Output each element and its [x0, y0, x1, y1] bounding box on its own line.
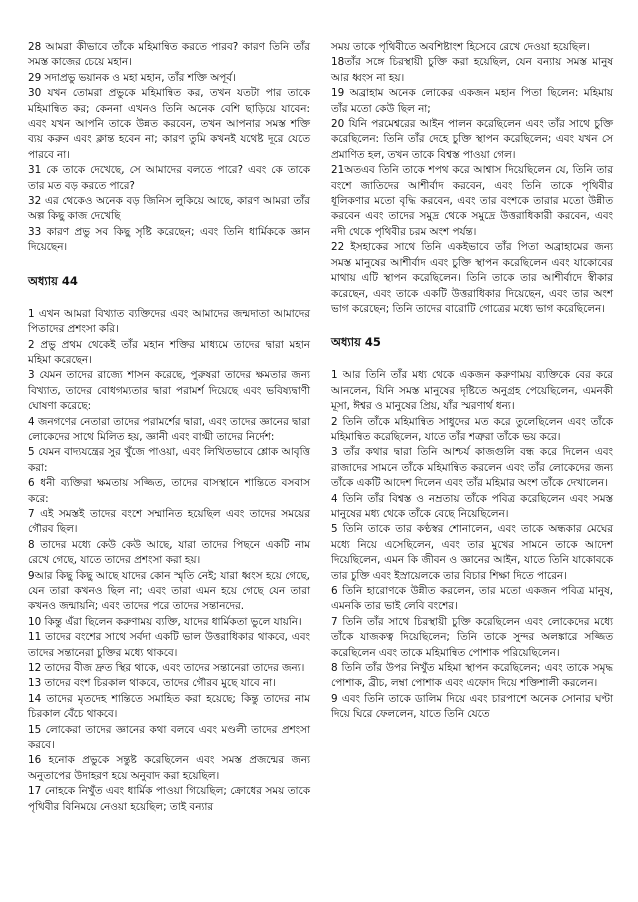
verse: 2 তিনি তাঁকে মহিমান্বিত সাধুদের মত করে তুলেছিলেন এবং তাঁকে মহিমান্বিত করেছিলেন, যাতে তাঁর শত্রুরা তাঁকে ভয় করে।: [331, 415, 613, 443]
right-column: [331, 40, 613, 723]
verse: 2 প্রভু প্রথম থেকেই তাঁর মহান শক্তির মাধ্যমে তাদের দ্বারা মহান মহিমা করেছেন।: [28, 338, 310, 366]
verse: 3 তাঁর কথার দ্বারা তিনি আশ্চর্য কাজগুলি বন্ধ করে দিলেন এবং রাজাদের সামনে তাঁকে মহিমান্বিত করলেন এবং তাঁর লোকেদের জন্য তাঁকে একটি আদেশ দিলেন এবং তাঁর মহিমার অংশ তাঁকে দেখালেন।: [331, 446, 613, 490]
verse: 6 তিনি হারোণকে উন্নীত করলেন, তার মতো একজন পবিত্র মানুষ, এমনকি তার ভাই লেবি বংশের।: [331, 585, 613, 613]
verse: 4 তিনি তাঁর বিশ্বস্ত ও নম্রতায় তাঁকে পবিত্র করেছিলেন এবং সমস্ত মানুষের মধ্য থেকে তাঁকে বেছে নিয়েছিলেন।: [331, 492, 613, 520]
verse: 7 এই সমস্তই তাদের বংশে সম্মানিত হয়েছিল এবং তাদের সময়ের গৌরব ছিল।: [28, 507, 310, 536]
chapter-heading: অধ্যায় 44: [28, 273, 78, 288]
verse: 20 যিনি পরমেশ্বরের আইন পালন করেছিলেন এবং তাঁর সাথে চুক্তি করেছিলেন: তিনি তাঁর দেহে চুক্তি স্থাপন করেছিলেন; এবং যখন সে প্রমাণিত হল, তখন তাকে বিশ্বস্ত পাওয়া গেল।: [331, 118, 613, 161]
verse: 6 ধনী ব্যক্তিরা ক্ষমতায় সজ্জিত, তাদের বাসস্থানে শান্তিতে বসবাস করে:: [28, 477, 310, 505]
verse: 7 তিনি তাঁর সাথে চিরস্থায়ী চুক্তি করেছিলেন এবং লোকেদের মধ্যে তাঁকে যাজকত্ব দিয়েছিলেন; তিনি তাকে সুন্দর অলঙ্কারে সজ্জিত করেছিলেন এবং তাকে মহিমান্বিত পোশাক পরিয়েছিলেন।: [331, 615, 613, 659]
right-chapter-verses: [331, 368, 613, 722]
verse: 1 আর তিনি তাঁর মধ্য থেকে একজন করুণাময় ব্যক্তিকে বের করে আনলেন, যিনি সমস্ত মানুষের দৃষ্টিতে অনুগ্রহ পেয়েছিলেন, এমনকী মূসা, ঈশ্বর ও মানুষের প্রিয়, যাঁর স্মরণার্থ ধন্য।: [331, 369, 613, 413]
verse: 32 এর থেকেও অনেক বড় জিনিস লুকিয়ে আছে, কারণ আমরা তাঁর অল্প কিছু কাজ দেখেছি: [28, 195, 310, 223]
verse: 19 অব্রাহাম অনেক লোকের একজন মহান পিতা ছিলেন: মহিমায় তাঁর মতো কেউ ছিল না;: [331, 87, 613, 115]
verse: 1 এখন আমরা বিখ্যাত ব্যক্তিদের এবং আমাদের জন্মদাতা আমাদের পিতাদের প্রশংসা করি।: [28, 307, 310, 336]
verse: 18তাঁর সঙ্গে চিরস্থায়ী চুক্তি করা হয়েছিল, যেন বন্যায় সমস্ত মানুষ আর ধ্বংস না হয়।: [331, 56, 613, 84]
left-top-verses: [28, 40, 310, 256]
verse: 31 কে তাকে দেখেছে, সে আমাদের বলতে পারে? এবং কে তাকে তার মত বড় করতে পারে?: [28, 164, 310, 192]
left-chapter-verses: [28, 307, 310, 815]
verse: 17 নোহকে নিখুঁত এবং ধার্মিক পাওয়া গিয়েছিল; ক্রোধের সময় তাকে পৃথিবীর বিনিময়ে নেওয়া হয়েছিল; তাই বন্যার: [28, 785, 310, 813]
left-column: [28, 40, 310, 815]
verse: 21অতএব তিনি তাকে শপথ করে আশ্বাস দিয়েছিলেন যে, তিনি তার বংশে জাতিদের আশীর্বাদ করবেন, এবং তিনি তাকে পৃথিবীর ধূলিকণার মতো বৃদ্ধি করবেন, এবং তার বংশকে তারার মতো উন্নীত করবেন এবং তাদের সমুদ্র থেকে সমুদ্রে উত্তরাধিকারী করবেন, এবং নদী থেকে পৃথিবীর চরম অংশ পর্যন্ত।: [331, 164, 613, 238]
verse: 12 তাদের বীজ দ্রুত স্থির থাকে, এবং তাদের সন্তানেরা তাদের জন্য।: [28, 662, 305, 675]
verse: 28 আমরা কীভাবে তাঁকে মহিমান্বিত করতে পারব? কারণ তিনি তাঁর সমস্ত কাজের চেয়ে মহান।: [28, 41, 310, 69]
verse: 5 তিনি তাকে তার কণ্ঠস্বর শোনালেন, এবং তাকে অন্ধকার মেঘের মধ্যে নিয়ে এসেছিলেন, এবং তার মুখের সামনে তাকে আদেশ দিয়েছিলেন, এমন কি জীবন ও জ্ঞানের আইন, যাতে তিনি যাকোবকে তার চুক্তি এবং ইস্রায়েলকে তার বিচার শিক্ষা দিতে পারেন।: [331, 523, 613, 582]
verse: 15 লোকেরা তাদের জ্ঞানের কথা বলবে এবং মণ্ডলী তাদের প্রশংসা করবে।: [28, 723, 310, 752]
chapter-heading: অধ্যায় 45: [331, 335, 381, 350]
verse: 4 জনগণের নেতারা তাদের পরামর্শের দ্বারা, এবং তাদের জ্ঞানের দ্বারা লোকেদের সাথে মিলিত হয়, জ্ঞানী এবং বাগ্মী তাদের নির্দেশ:: [28, 415, 310, 443]
verse: 9 এবং তিনি তাকে ডালিম দিয়ে এবং চারপাশে অনেক সোনার ঘণ্টা দিয়ে ঘিরে ফেললেন, যাতে তিনি যেতে: [331, 692, 613, 721]
verse: 11 তাদের বংশের সাথে সর্বদা একটি ভাল উত্তরাধিকার থাকবে, এবং তাদের সন্তানেরা চুক্তির মধ্যে থাকবে।: [28, 631, 310, 659]
verse: 5 যেমন বাদ্যযন্ত্রের সুর খুঁজে পাওয়া, এবং লিখিতভাবে শ্লোক আবৃত্তি করা:: [28, 446, 310, 474]
verse: 10 কিন্তু এঁরা ছিলেন করুণাময় ব্যক্তি, যাদের ধার্মিকতা ভুলে যায়নি।: [28, 615, 302, 628]
verse: 29 সদাপ্রভু ভয়ানক ও মহা মহান, তাঁর শক্তি অপূর্ব।: [28, 71, 236, 84]
verse: 8 তাদের মধ্যে কেউ কেউ আছে, যারা তাদের পিছনে একটি নাম রেখে গেছে, যাতে তাদের প্রশংসা করা হয়।: [28, 538, 310, 567]
verse: 16 হনোক প্রভুকে সন্তুষ্ট করেছিলেন এবং সমস্ত প্রজন্মের জন্য অনুতাপের উদাহরণ হয়ে অনুবাদ করা হয়েছিল।: [28, 754, 310, 782]
verse: 33 কারণ প্রভু সব কিছু সৃষ্টি করেছেন; এবং তিনি ধার্মিককে জ্ঞান দিয়েছেন।: [28, 225, 310, 254]
right-top-verses: [331, 40, 613, 317]
verse: 22 ইসহাকের সাথে তিনি একইভাবে তাঁর পিতা অব্রাহামের জন্য সমস্ত মানুষের আশীর্বাদ এবং চুক্তি স্থাপন করেছিলেন এবং যাকোবের মাথায় এটি স্থাপন করেছিলেন। তিনি তাকে তার আশীর্বাদে স্বীকার করেছেন, এবং তাকে একটি উত্তরাধিকার দিয়েছেন, এবং তার অংশ ভাগ করেছেন; তিনি তাদের বারোটি গোত্রের মধ্যে ভাগ করেছিলেন।: [331, 241, 613, 315]
verse: 8 তিনি তাঁর উপর নিখুঁত মহিমা স্থাপন করেছিলেন; এবং তাকে সমৃদ্ধ পোশাক, ব্রীচ, লম্বা পোশাক এবং এফোদ দিয়ে শক্তিশালী করলেন।: [331, 662, 613, 690]
verse: 13 তাদের বংশ চিরকাল থাকবে, তাদের গৌরব মুছে যাবে না।: [28, 677, 276, 690]
verse: 9আর কিছু কিছু আছে যাদের কোন স্মৃতি নেই; যারা ধ্বংস হয়ে গেছে, যেন তারা কখনও ছিল না; এবং তারা এমন হয়ে গেছে যেন তারা কখনও জন্মায়নি; এবং তাদের পরে তাদের সন্তানদের.: [28, 569, 310, 613]
verse: সময় তাকে পৃথিবীতে অবশিষ্টাংশ হিসেবে রেখে দেওয়া হয়েছিল।: [331, 41, 590, 53]
verse: 14 তাদের মৃতদেহ শান্তিতে সমাহিত করা হয়েছে; কিন্তু তাদের নাম চিরকাল বেঁচে থাকবে।: [28, 692, 310, 721]
verse: 3 যেমন তাদের রাজ্যে শাসন করেছে, পুরুষরা তাদের ক্ষমতার জন্য বিখ্যাত, তাদের বোধগম্যতার দ্বারা পরামর্শ দিয়েছে এবং ভবিষ্যদ্বাণী ঘোষণা করেছে:: [28, 369, 310, 413]
verse: 30 যখন তোমরা প্রভুকে মহিমান্বিত কর, তখন যতটা পার তাকে মহিমান্বিত কর; কেননা এখনও তিনি অনেক বেশি ছাড়িয়ে যাবেন: এবং যখন আপনি তাকে উন্নত করবেন, তখন আপনার সমস্ত শক্তি ব্যয় করুন এবং ক্লান্ত হবেন না; কারণ তুমি কখনই যথেষ্ট দূরে যেতে পারবে না।: [28, 87, 310, 161]
